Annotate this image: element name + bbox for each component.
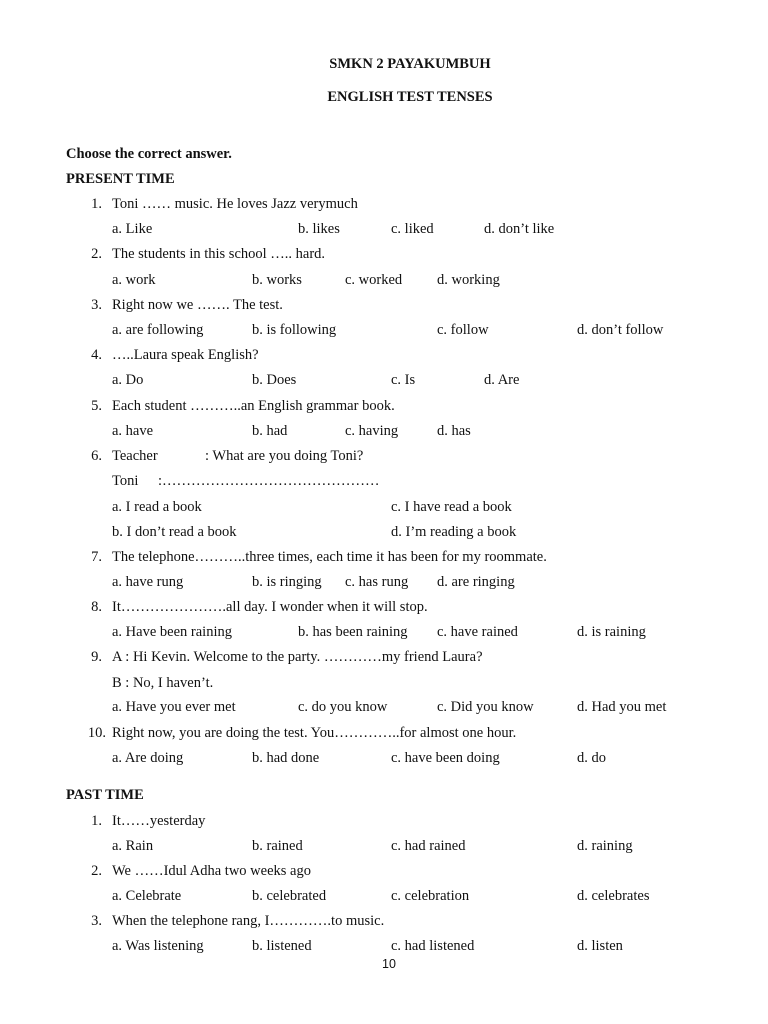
school-name: SMKN 2 PAYAKUMBUH [329,56,491,72]
option-c: c. worked [345,272,403,288]
test-title: ENGLISH TEST TENSES [327,89,493,105]
question-number: 2. [91,246,102,262]
option-b: b. I don’t read a book [112,524,237,540]
option-b: b. listened [252,938,312,954]
section-title-present: PRESENT TIME [66,171,175,187]
option-a: a. Celebrate [112,888,182,904]
option-c: c. have rained [437,624,518,640]
option-c: c. had rained [391,838,466,854]
question-number: 9. [91,649,102,665]
question-number: 3. [91,913,102,929]
option-a: a. I read a book [112,499,202,515]
option-d: d. has [437,423,471,439]
question-text-continued: B : No, I haven’t. [112,675,214,691]
question-number: 5. [91,398,102,414]
option-c: c. having [345,423,399,439]
option-a: a. have [112,423,154,439]
question-text: Toni …… music. He loves Jazz verymuch [112,196,358,212]
question-text: The students in this school ….. hard. [112,246,326,262]
question-number: 3. [91,297,102,313]
instruction: Choose the correct answer. [66,146,232,162]
option-b: b. has been raining [298,624,408,640]
option-b: b. celebrated [252,888,327,904]
dialogue-speaker: Teacher [112,448,158,464]
question-text: When the telephone rang, I………….to music. [112,913,385,929]
page-number: 10 [382,957,396,971]
question-text: It……yesterday [112,813,206,829]
option-b: b. is following [252,322,337,338]
option-d: d. don’t like [484,221,555,237]
option-a: a. Was listening [112,938,204,954]
option-c: c. had listened [391,938,475,954]
question-text: Right now, you are doing the test. You…………..for almost one hour. [112,725,517,741]
option-a: a. Have been raining [112,624,232,640]
option-d: d. is raining [577,624,646,640]
option-b: b. rained [252,838,303,854]
option-d: d. working [437,272,500,288]
option-b: b. had [252,423,288,439]
option-b: b. is ringing [252,574,322,590]
dialogue-speaker: Toni [112,473,139,489]
question-number: 4. [91,347,102,363]
question-number: 6. [91,448,102,464]
option-d: d. Had you met [577,699,667,715]
option-d: d. raining [577,838,633,854]
question-text: It………………….all day. I wonder when it will stop. [112,599,428,615]
option-c: c. follow [437,322,489,338]
option-a: a. Rain [112,838,154,854]
option-c: c. has rung [345,574,409,590]
option-a: a. work [112,272,156,288]
question-text: A : Hi Kevin. Welcome to the party. …………my friend Laura? [112,649,483,665]
option-d: d. celebrates [577,888,650,904]
dialogue-line: : What are you doing Toni? [205,448,364,464]
option-b: c. do you know [298,699,388,715]
option-d: d. I’m reading a book [391,524,517,540]
option-c: c. celebration [391,888,470,904]
option-a: a. Like [112,221,153,237]
option-d: d. listen [577,938,623,954]
dialogue-line: :……………………………………… [158,473,380,489]
question-number: 7. [91,549,102,565]
question-text: The telephone………..three times, each time it has been for my roommate. [112,549,547,565]
question-text: Right now we ……. The test. [112,297,283,313]
option-b: b. likes [298,221,340,237]
question-number: 1. [91,196,102,212]
option-d: d. are ringing [437,574,515,590]
section-title-past: PAST TIME [66,787,144,803]
option-b: b. works [252,272,302,288]
question-text: Each student ………..an English grammar book. [112,398,395,414]
option-c: c. Is [391,372,416,388]
question-number: 2. [91,863,102,879]
option-a: a. are following [112,322,204,338]
option-c: c. have been doing [391,750,500,766]
question-number: 8. [91,599,102,615]
question-number: 1. [91,813,102,829]
option-c: c. Did you know [437,699,534,715]
option-a: a. have rung [112,574,184,590]
option-c: c. I have read a book [391,499,512,515]
option-d: d. do [577,750,606,766]
option-a: a. Have you ever met [112,699,236,715]
option-a: a. Do [112,372,144,388]
option-b: b. Does [252,372,297,388]
option-d: d. don’t follow [577,322,664,338]
question-number: 10. [87,725,106,741]
option-b: b. had done [252,750,320,766]
question-text: …..Laura speak English? [112,347,259,363]
option-d: d. Are [484,372,520,388]
option-c: c. liked [391,221,434,237]
question-text: We ……Idul Adha two weeks ago [112,863,311,879]
option-a: a. Are doing [112,750,184,766]
